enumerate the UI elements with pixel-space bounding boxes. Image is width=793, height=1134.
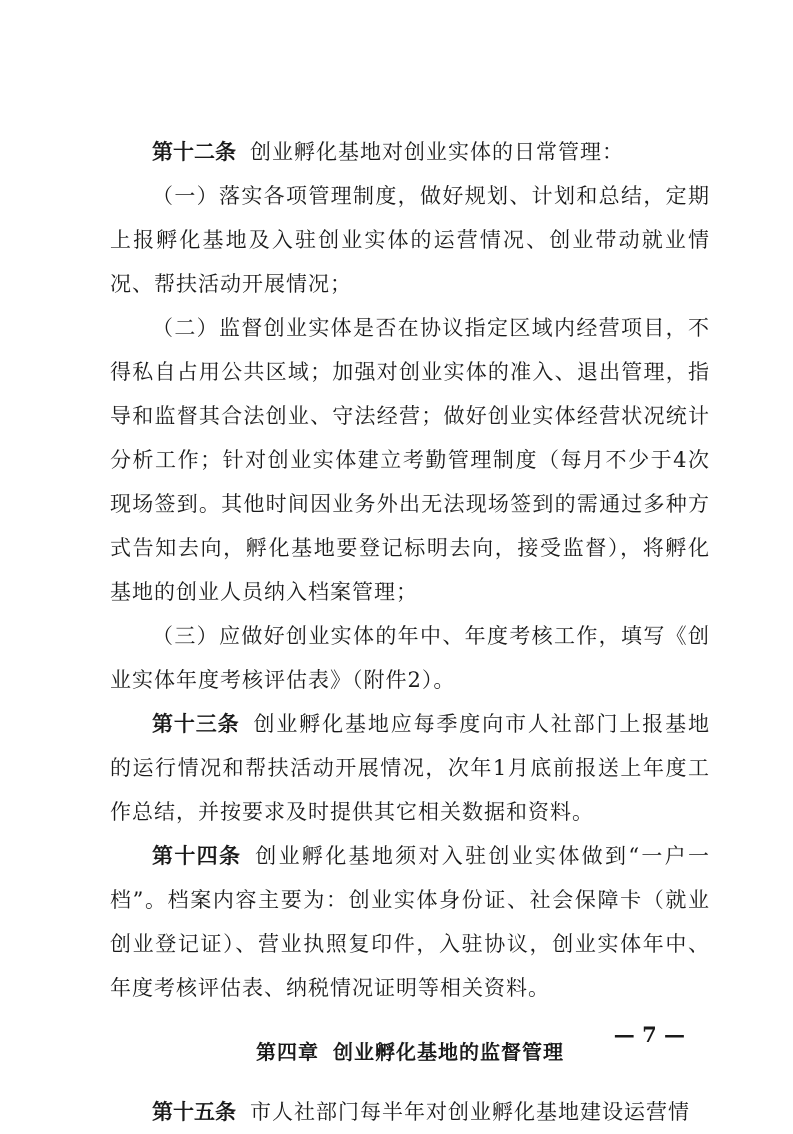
article-number: 第十五条 <box>152 1099 236 1124</box>
page-number: — 7 — <box>613 1022 685 1047</box>
article-number: 第十二条 <box>152 139 236 164</box>
paragraph-text: （二）监督创业实体是否在协议指定区域内经营项目，不得私自占用公共区域；加强对创业实体的准入、退出管理，指导和监督其合法创业、守法经营；做好创业实体经营状况统计分析工作；针对创业实体建立考勤管理制度（每月不少于4次现场签到。其他时间因业务外出无法现场签到的需通过多种方式告知去向，孵化基地要登记标明去向，接受监督），将孵化基地的创业人员纳入档案管理； <box>110 316 710 604</box>
chapter-title: 创业孵化基地的监督管理 <box>333 1040 564 1064</box>
paragraph-text: （三）应做好创业实体的年中、年度考核工作，填写《创业实体年度考核评估表》（附件2）。 <box>110 624 710 692</box>
paragraph-text: 创业孵化基地应每季度向市人社部门上报基地的运行情况和帮扶活动开展情况，次年1月底前报送上年度工作总结，并按要求及时提供其它相关数据和资料。 <box>110 712 711 824</box>
paragraph-item-3 <box>110 614 710 702</box>
paragraph-article-15 <box>110 1090 710 1134</box>
chapter-number: 第四章 <box>256 1040 319 1064</box>
paragraph-item-2 <box>110 306 710 614</box>
paragraph-text: （一）落实各项管理制度，做好规划、计划和总结，定期上报孵化基地及入驻创业实体的运营情况、创业带动就业情况、帮扶活动开展情况； <box>110 184 710 296</box>
paragraph-text: 创业孵化基地对创业实体的日常管理： <box>250 140 624 164</box>
paragraph-article-12 <box>110 130 710 174</box>
paragraph-text: 市人社部门每半年对创业孵化基地建设运营情 <box>250 1100 690 1124</box>
article-number: 第十四条 <box>152 843 242 868</box>
paragraph-text: 创业孵化基地须对入驻创业实体做到“一户一档”。档案内容主要为：创业实体身份证、社会保障卡（就业创业登记证）、营业执照复印件，入驻协议，创业实体年中、年度考核评估表、纳税情况证明等相关资料。 <box>110 844 711 1000</box>
article-number: 第十三条 <box>152 711 240 736</box>
document-body <box>110 130 710 1134</box>
paragraph-article-13 <box>110 702 710 834</box>
paragraph-item-1 <box>110 174 710 306</box>
paragraph-article-14 <box>110 834 710 1010</box>
